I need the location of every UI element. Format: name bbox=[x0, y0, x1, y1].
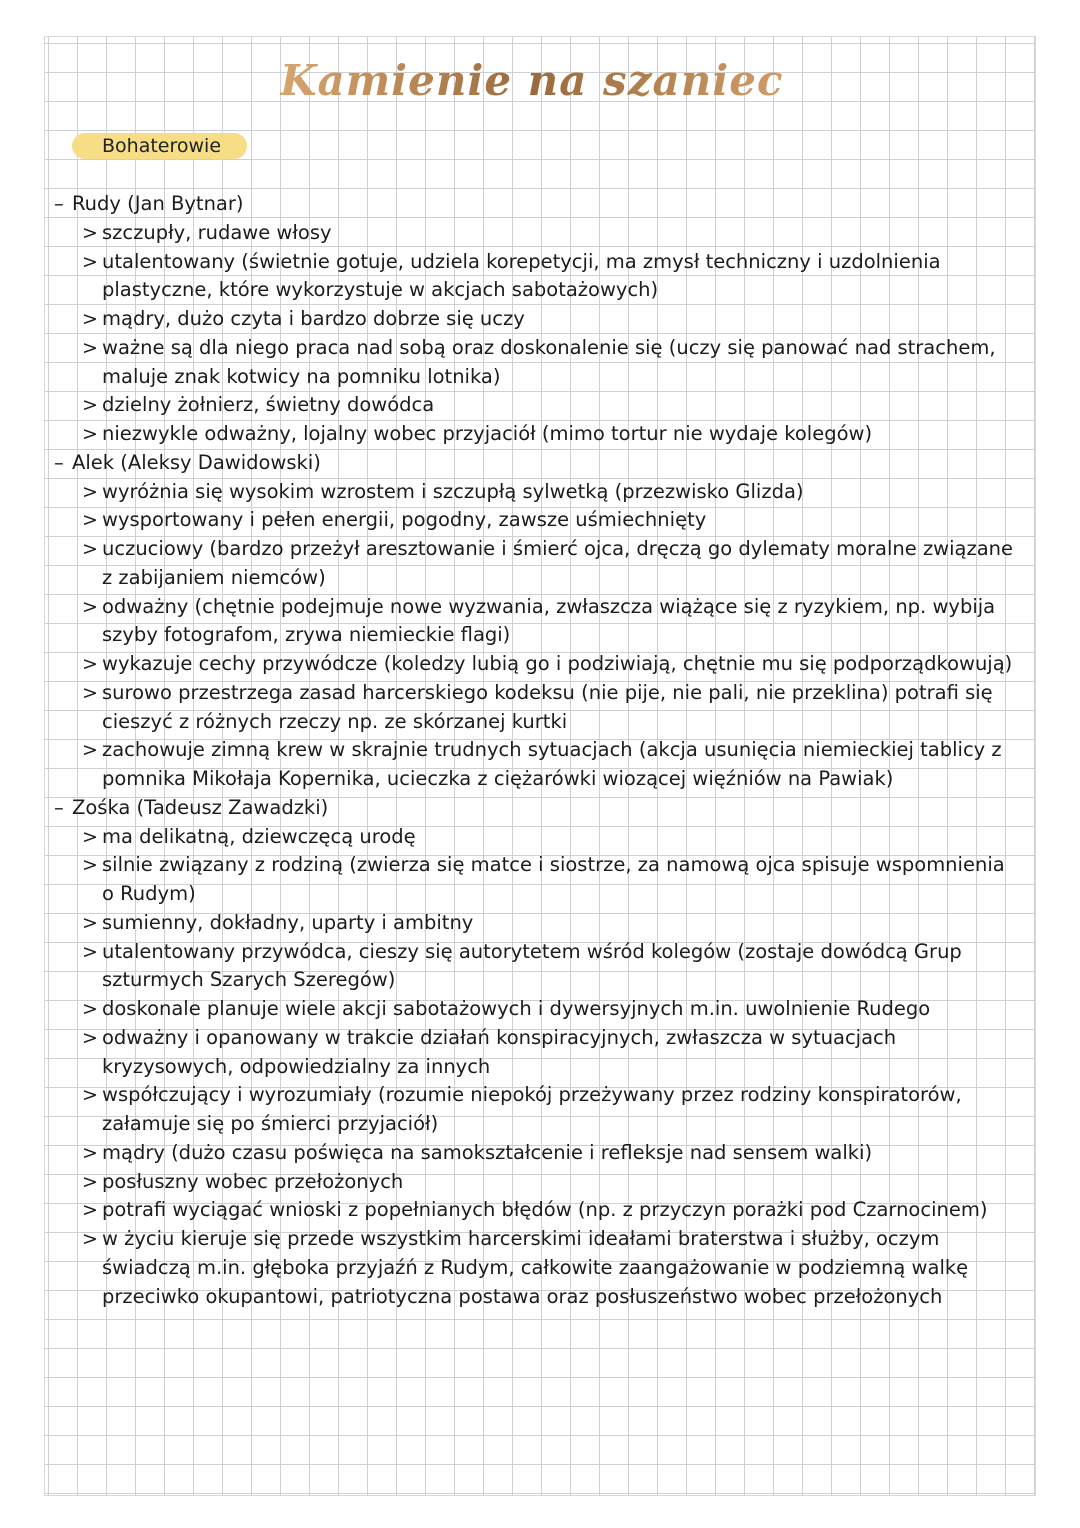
arrow-icon: > bbox=[82, 1026, 98, 1049]
arrow-icon: > bbox=[82, 423, 98, 445]
trait-item bbox=[82, 1196, 1020, 1225]
arrow-icon: > bbox=[82, 681, 98, 704]
trait-item bbox=[82, 938, 1020, 996]
hero-name bbox=[54, 449, 1020, 478]
trait-text: ważne są dla niego praca nad sobą oraz doskonalenie się (uczy się panować nad strachem, maluje znak kotwicy na pomniku lotnika) bbox=[102, 335, 996, 388]
hero-name-text: Zośka (Tadeusz Zawadzki) bbox=[72, 795, 329, 819]
trait-item bbox=[82, 1081, 1020, 1139]
trait-item bbox=[82, 1168, 1020, 1197]
arrow-icon: > bbox=[82, 394, 98, 417]
arrow-icon: > bbox=[82, 336, 98, 359]
trait-text: wykazuje cechy przywódcze (koledzy lubią go i podziwiają, chętnie mu się podporządkowują) bbox=[102, 652, 1013, 675]
arrow-icon: > bbox=[82, 911, 98, 934]
hero-name-text: Alek (Aleksy Dawidowski) bbox=[72, 450, 321, 474]
trait-item bbox=[82, 1225, 1020, 1311]
heroes-notes bbox=[54, 190, 1020, 1311]
arrow-icon: > bbox=[82, 1170, 98, 1193]
trait-item bbox=[82, 995, 1020, 1024]
trait-text: wyróżnia się wysokim wzrostem i szczupłą sylwetką (przezwisko Glizda) bbox=[102, 479, 804, 503]
trait-text: odważny i opanowany w trakcie działań konspiracyjnych, zwłaszcza w sytuacjach kryzysowych, odpowiedzialny za innych bbox=[102, 1025, 897, 1078]
trait-list bbox=[54, 478, 1020, 794]
trait-text: utalentowany przywódca, cieszy się autorytetem wśród kolegów (zostaje dowódcą Grup szturmych Szarych Szeregów) bbox=[102, 939, 962, 992]
page-title: Kamienie na szaniec bbox=[280, 56, 784, 105]
trait-item bbox=[82, 1139, 1020, 1168]
dash-marker: – bbox=[54, 192, 64, 215]
trait-text: posłuszny wobec przełożonych bbox=[102, 1169, 404, 1193]
hero-name bbox=[54, 794, 1020, 823]
arrow-icon: > bbox=[82, 509, 98, 532]
arrow-icon: > bbox=[82, 1141, 98, 1164]
arrow-icon: > bbox=[82, 538, 98, 560]
trait-text: surowo przestrzega zasad harcerskiego kodeksu (nie pije, nie pali, nie przeklina) potrafi się cieszyć z różnych rzeczy np. ze skórzanej kurtki bbox=[102, 680, 993, 733]
hero-block bbox=[54, 449, 1020, 794]
trait-item bbox=[82, 535, 1020, 593]
trait-item bbox=[82, 506, 1020, 535]
trait-text: utalentowany (świetnie gotuje, udziela korepetycji, ma zmysł techniczny i uzdolnienia plastyczne, które wykorzystuje w akcjach sabotażowych) bbox=[102, 249, 941, 302]
trait-item bbox=[82, 305, 1020, 334]
arrow-icon: > bbox=[82, 854, 98, 877]
trait-text: potrafi wyciągać wnioski z popełnianych błędów (np. z przyczyn porażki pod Czarnocinem) bbox=[102, 1198, 988, 1222]
trait-item bbox=[82, 823, 1020, 852]
trait-text: niezwykle odważny, lojalny wobec przyjaciół (mimo tortur nie wydaje kolegów) bbox=[102, 422, 873, 445]
arrow-icon: > bbox=[82, 825, 98, 848]
hero-name bbox=[54, 190, 1020, 219]
trait-text: mądry (dużo czasu poświęca na samokształcenie i refleksje nad sensem walki) bbox=[102, 1140, 873, 1164]
trait-list bbox=[54, 823, 1020, 1312]
dash-marker: – bbox=[54, 795, 64, 819]
trait-text: uczuciowy (bardzo przeżył aresztowanie i śmierć ojca, dręczą go dylematy moralne związane z zabijaniem niemców) bbox=[102, 537, 1014, 589]
trait-text: sumienny, dokładny, uparty i ambitny bbox=[102, 910, 474, 934]
trait-text: mądry, dużo czyta i bardzo dobrze się uczy bbox=[102, 307, 525, 330]
section-label: Bohaterowie bbox=[72, 133, 247, 159]
trait-list bbox=[54, 219, 1020, 449]
trait-item bbox=[82, 736, 1020, 794]
arrow-icon: > bbox=[82, 480, 98, 503]
trait-item bbox=[82, 650, 1020, 679]
arrow-icon: > bbox=[82, 739, 98, 762]
arrow-icon: > bbox=[82, 595, 98, 618]
trait-text: doskonale planuje wiele akcji sabotażowych i dywersyjnych m.in. uwolnienie Rudego bbox=[102, 997, 931, 1020]
trait-text: wysportowany i pełen energii, pogodny, zawsze uśmiechnięty bbox=[102, 508, 707, 532]
dash-marker: – bbox=[54, 450, 64, 474]
trait-item bbox=[82, 851, 1020, 909]
arrow-icon: > bbox=[82, 653, 98, 675]
trait-item bbox=[82, 909, 1020, 938]
hero-block bbox=[54, 190, 1020, 449]
arrow-icon: > bbox=[82, 1199, 98, 1222]
trait-item bbox=[82, 334, 1020, 392]
trait-text: w życiu kieruje się przede wszystkim harcerskimi ideałami braterstwa i służby, oczym świadczą m.in. głęboka przyjaźń z Rudym, całkowite zaangażowanie w podziemną walkę przeciwko okupantowi, patriotyczna postawa oraz posłuszeństwo wobec przełożonych bbox=[102, 1227, 969, 1308]
trait-item bbox=[82, 248, 1020, 306]
trait-text: ma delikatną, dziewczęcą urodę bbox=[102, 824, 416, 848]
trait-item bbox=[82, 679, 1020, 737]
arrow-icon: > bbox=[82, 1228, 98, 1250]
trait-item bbox=[82, 420, 1020, 449]
trait-text: silnie związany z rodziną (zwierza się matce i siostrze, za namową ojca spisuje wspomnienia o Rudym) bbox=[102, 853, 1005, 905]
hero-name-text: Rudy (Jan Bytnar) bbox=[72, 192, 244, 215]
trait-text: dzielny żołnierz, świetny dowódca bbox=[102, 393, 435, 417]
hero-block bbox=[54, 794, 1020, 1312]
trait-item bbox=[82, 593, 1020, 651]
arrow-icon: > bbox=[82, 250, 98, 273]
arrow-icon: > bbox=[82, 940, 98, 963]
trait-text: zachowuje zimną krew w skrajnie trudnych sytuacjach (akcja usunięcia niemieckiej tablicy z pomnika Mikołaja Kopernika, ucieczka z ciężarówki wiozącej więźniów na Pawiak) bbox=[102, 738, 1002, 790]
trait-text: odważny (chętnie podejmuje nowe wyzwania, zwłaszcza wiążące się z ryzykiem, np. wybija szyby fotografom, zrywa niemieckie flagi) bbox=[102, 594, 996, 647]
trait-item bbox=[82, 478, 1020, 507]
arrow-icon: > bbox=[82, 1084, 98, 1107]
trait-item bbox=[82, 391, 1020, 420]
arrow-icon: > bbox=[82, 221, 98, 244]
trait-item bbox=[82, 1024, 1020, 1082]
trait-item bbox=[82, 219, 1020, 248]
arrow-icon: > bbox=[82, 308, 98, 330]
arrow-icon: > bbox=[82, 998, 98, 1020]
trait-text: współczujący i wyrozumiały (rozumie niepokój przeżywany przez rodziny konspiratorów, załamuje się po śmierci przyjaciół) bbox=[102, 1083, 962, 1135]
trait-text: szczupły, rudawe włosy bbox=[102, 220, 332, 244]
